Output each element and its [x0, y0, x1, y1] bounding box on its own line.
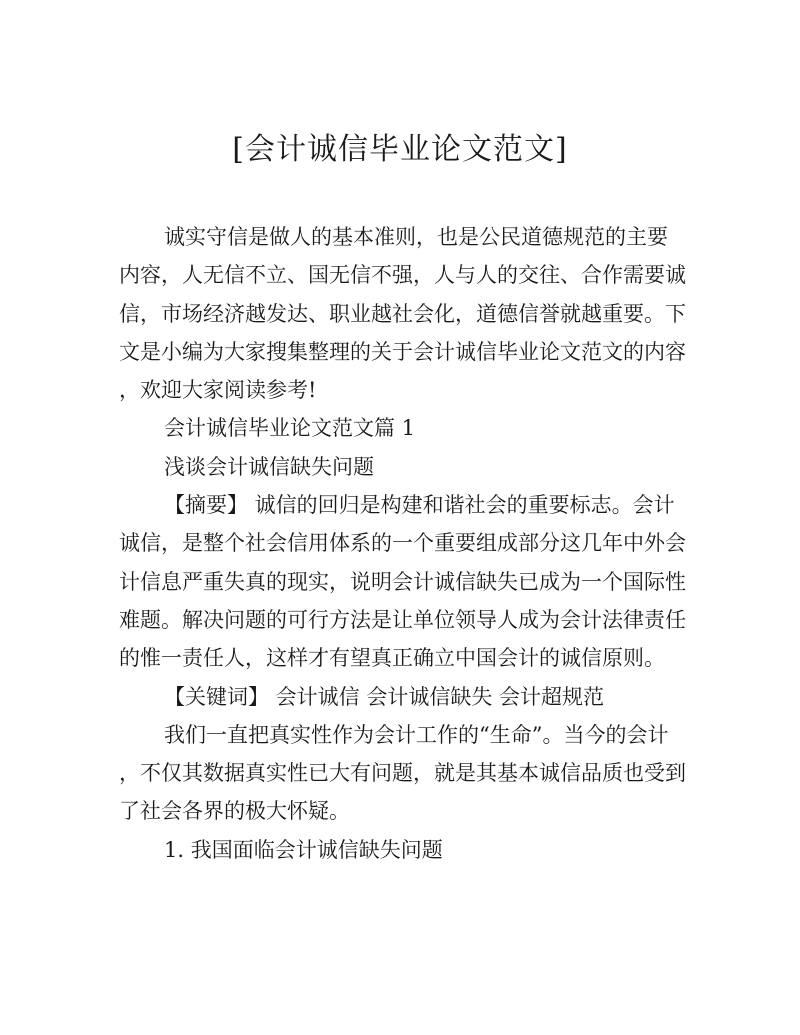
intro-paragraph-line: 信，市场经济越发达、职业越社会化，道德信誉就越重要。下 [119, 301, 686, 326]
abstract-line: 诚信，是整个社会信用体系的一个重要组成部分这几年中外会 [119, 531, 686, 556]
document-title: [会计诚信毕业论文范文] [232, 132, 568, 167]
abstract-line: 【摘要】 诚信的回归是构建和谐社会的重要标志。会计 [164, 493, 675, 518]
body-paragraph-line: ，不仅其数据真实性已大有问题，就是其基本诚信品质也受到 [119, 761, 686, 786]
abstract-line: 的惟一责任人，这样才有望真正确立中国会计的诚信原则。 [119, 646, 665, 671]
intro-paragraph-line: 内容，人无信不立、国无信不强，人与人的交往、合作需要诚 [119, 263, 686, 288]
intro-paragraph-line: 文是小编为大家搜集整理的关于会计诚信毕业论文范文的内容 [119, 339, 686, 364]
intro-paragraph-line: ，欢迎大家阅读参考! [119, 378, 317, 403]
abstract-line: 计信息严重失真的现实，说明会计诚信缺失已成为一个国际性 [119, 569, 686, 594]
body-paragraph-line: 我们一直把真实性作为会计工作的“生命”。当今的会计 [164, 722, 669, 747]
intro-paragraph-line: 诚实守信是做人的基本准则，也是公民道德规范的主要 [164, 225, 668, 249]
subheading: 1. 我国面临会计诚信缺失问题 [164, 837, 443, 862]
keywords-line: 【关键词】 会计诚信 会计诚信缺失 会计超规范 [164, 684, 605, 709]
body-paragraph-line: 了社会各界的极大怀疑。 [119, 799, 350, 824]
document-body [119, 218, 685, 869]
abstract-line: 难题。解决问题的可行方法是让单位领导人成为会计法律责任 [119, 607, 686, 632]
article-title: 浅谈会计诚信缺失问题 [164, 454, 374, 479]
section-heading: 会计诚信毕业论文范文篇 1 [164, 416, 416, 441]
